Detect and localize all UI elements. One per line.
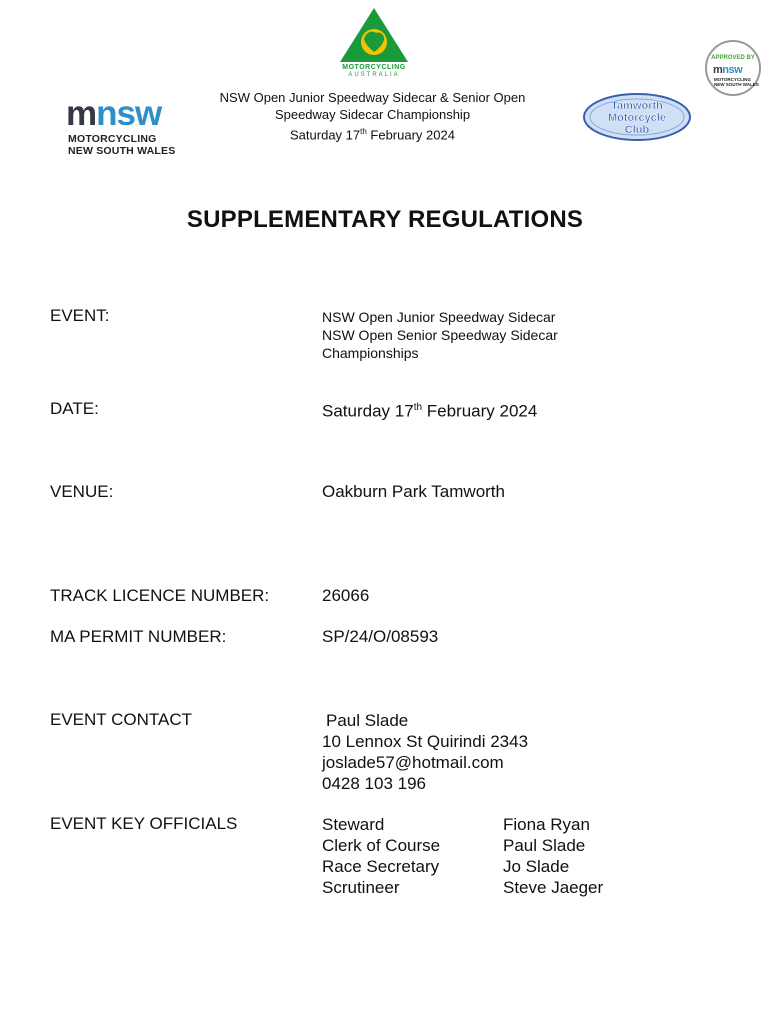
header-date-sup: th (360, 127, 367, 136)
key-officials-label: EVENT KEY OFFICIALS (50, 814, 238, 833)
approved-by-mnsw-badge (705, 40, 761, 96)
approved-badge-line3: NEW SOUTH WALES (714, 82, 759, 87)
official-row (322, 856, 642, 877)
ma-triangle-icon (336, 6, 412, 64)
mnsw-wordmark-nsw: nsw (96, 94, 162, 133)
date-value (322, 397, 537, 422)
club-logo-line2: Motorcycle (607, 112, 667, 124)
date-label: DATE: (50, 399, 99, 418)
official-role: Clerk of Course (322, 836, 441, 855)
date-suffix: February 2024 (422, 401, 538, 421)
page-title: SUPPLEMENTARY REGULATIONS (186, 206, 584, 233)
header-event-text (200, 89, 545, 143)
header-date-suffix: February 2024 (366, 127, 455, 143)
official-row (322, 877, 642, 898)
mnsw-logo-line1: MOTORCYCLING (68, 133, 157, 145)
venue-value: Oakburn Park Tamworth (322, 482, 505, 501)
approved-badge-line1: APPROVED BY (711, 55, 755, 61)
event-contact-value (322, 710, 528, 794)
event-label: EVENT: (50, 306, 110, 325)
ma-permit-label: MA PERMIT NUMBER: (50, 627, 227, 646)
official-role: Scrutineer (322, 878, 400, 897)
officials-list (322, 814, 642, 898)
approved-badge-wordmark (713, 64, 742, 76)
tamworth-motorcycle-club-logo (582, 92, 692, 142)
ma-permit-value: SP/24/O/08593 (322, 627, 439, 646)
header-date-prefix: Saturday 17 (290, 127, 361, 143)
contact-name: Paul Slade (326, 711, 409, 730)
approved-badge-nsw: nsw (722, 64, 743, 76)
mnsw-logo (66, 96, 186, 160)
header-event-line1: NSW Open Junior Speedway Sidecar & Senior Open (219, 90, 526, 105)
motorcycling-australia-logo (336, 6, 412, 82)
official-row (322, 835, 642, 856)
club-logo-line1: Tamworth (611, 100, 663, 112)
club-oval-icon (582, 92, 692, 142)
ma-logo-line1: MOTORCYCLING (342, 64, 406, 71)
official-row (322, 814, 642, 835)
mnsw-wordmark-m: m (66, 94, 97, 133)
official-name: Fiona Ryan (503, 815, 590, 834)
official-name: Paul Slade (503, 836, 586, 855)
club-logo-line3: Club (624, 124, 650, 136)
approved-badge-line2: MOTORCYCLING (714, 77, 751, 82)
mnsw-wordmark (66, 96, 161, 132)
date-prefix: Saturday 17 (322, 401, 414, 421)
approved-badge-m: m (713, 64, 723, 76)
mnsw-logo-line2: NEW SOUTH WALES (68, 145, 176, 157)
track-licence-label: TRACK LICENCE NUMBER: (50, 586, 270, 605)
official-name: Jo Slade (503, 857, 570, 876)
date-sup: th (413, 402, 423, 413)
event-line-2: NSW Open Senior Speedway Sidecar (322, 327, 558, 343)
contact-phone: 0428 103 196 (322, 774, 426, 793)
event-value (322, 308, 558, 362)
official-name: Steve Jaeger (503, 878, 604, 897)
track-licence-value: 26066 (322, 586, 370, 605)
ma-logo-line2: AUSTRALIA (348, 72, 400, 78)
official-role: Steward (322, 815, 385, 834)
official-role: Race Secretary (322, 857, 440, 876)
venue-label: VENUE: (50, 482, 114, 501)
contact-address: 10 Lennox St Quirindi 2343 (322, 732, 529, 751)
contact-email[interactable]: joslade57@hotmail.com (322, 753, 504, 772)
event-line-1: NSW Open Junior Speedway Sidecar (322, 309, 556, 325)
header-event-date (200, 123, 545, 143)
approved-badge-sub (714, 77, 759, 87)
event-contact-label: EVENT CONTACT (50, 710, 192, 729)
header-event-line2: Speedway Sidecar Championship (274, 107, 471, 122)
event-line-3: Championships (322, 345, 419, 361)
